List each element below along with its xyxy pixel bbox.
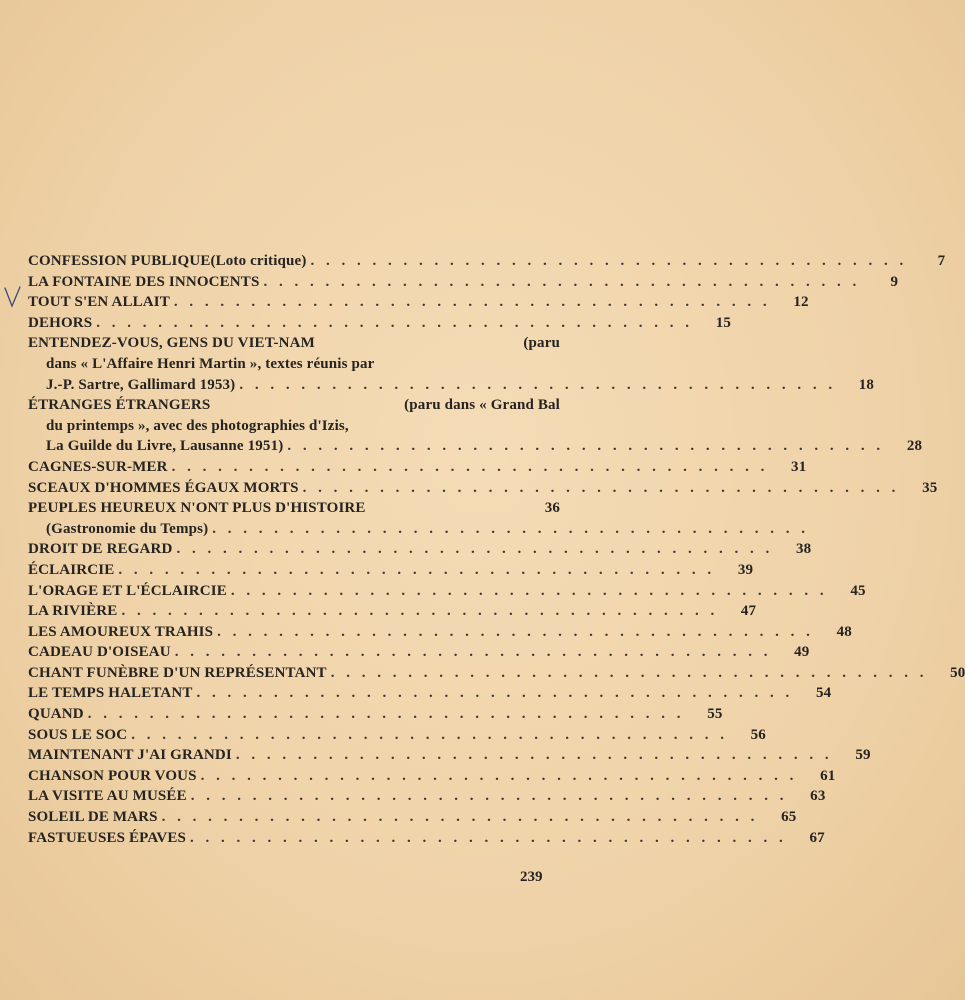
dot-leader: . . . . . . . . . . . . . . . . . . . . . . . . . . . . . . . . . . . . . . . (196, 685, 794, 702)
entry-title: FASTUEUSES ÉPAVES (28, 829, 187, 846)
entry-title: ÉTRANGES ÉTRANGERS (28, 397, 211, 414)
dot-leader: . . . . . . . . . . . . . . . . . . . . . . . . . . . . . . . . . . . . . . . (302, 479, 900, 496)
dot-leader: . . . . . . . . . . . . . . . . . . . . . . . . . . . . . . . . . . . . . . . (171, 458, 769, 475)
entry-note: du printemps », avec des photographies d'Izis, (46, 417, 349, 434)
entry-page-number: 36 (544, 500, 560, 517)
pencil-check-mark-icon (4, 286, 22, 308)
dot-leader: . . . . . . . . . . . . . . . . . . . . . . . . . . . . . . . . . . . . . . . (96, 314, 693, 331)
entry-title: SCEAUX D'HOMMES ÉGAUX MORTS (28, 479, 299, 496)
entry-title: LE TEMPS HALETANT (28, 685, 193, 702)
toc-entry (28, 807, 797, 828)
toc-entry (28, 478, 938, 499)
entry-title: DROIT DE REGARD (28, 541, 173, 558)
toc-entry (28, 725, 766, 746)
dot-leader: . . . . . . . . . . . . . . . . . . . . . . . . . . . . . . . . . . . . . . . (121, 603, 719, 620)
entry-page-number: 47 (740, 603, 757, 620)
entry-title: TOUT S'EN ALLAIT (28, 294, 170, 311)
dot-leader: . . . . . . . . . . . . . . . . . . . . . . . . . . . . . . . . . . . . . . . (174, 644, 772, 661)
entry-title: ENTENDEZ-VOUS, GENS DU VIET-NAM (28, 335, 315, 352)
toc-entry (28, 622, 852, 643)
entry-page-number: 59 (855, 747, 871, 764)
entry-title: SOLEIL DE MARS (28, 809, 158, 826)
dot-leader: . . . . . . . . . . . . . . . . . . . . . . . . . . . . . . . . . . . . . . . (173, 294, 771, 311)
entry-page-number: 18 (858, 376, 875, 393)
entry-title: CHANSON POUR VOUS (28, 767, 197, 784)
entry-note: dans « L'Affaire Henri Martin », textes réunis par (46, 355, 375, 372)
entry-page-number: 61 (820, 767, 836, 784)
entry-title: QUAND (28, 706, 84, 723)
entry-title: CHANT FUNÈBRE D'UN REPRÉSENTANT (28, 664, 327, 681)
dot-leader: . . . . . . . . . . . . . . . . . . . . . . . . . . . . . . . . . . . . . . . (190, 788, 788, 805)
toc-entry (28, 642, 810, 663)
entry-title: CADEAU D'OISEAU (28, 644, 171, 661)
toc-entry (28, 745, 871, 766)
entry-title: DEHORS (28, 314, 93, 331)
dot-leader: . . . . . . . . . . . . . . . . . . . . . . . . . . . . . . . . . . . . . . . (161, 809, 759, 826)
toc-entry (28, 395, 923, 457)
entry-title: SOUS LE SOC (28, 726, 128, 743)
dot-leader: . . . . . . . . . . . . . . . . . . . . . . . . . . . . . . . . . . . . . . . (330, 664, 928, 681)
entry-title: L'ORAGE ET L'ÉCLAIRCIE (28, 582, 227, 599)
toc-entry (28, 498, 809, 539)
entry-page-number: 12 (793, 294, 809, 311)
dot-leader: . . . . . . . . . . . . . . . . . . . . . . . . . . . . . . . . . . . . . . . (131, 726, 728, 743)
table-of-contents (28, 251, 965, 848)
toc-entry (28, 251, 946, 272)
entry-page-number: 45 (850, 582, 866, 599)
entry-note: La Guilde du Livre, Lausanne 1951) (46, 438, 284, 455)
entry-page-number: 31 (791, 458, 807, 475)
entry-subtitle: (Gastronomie du Temps) (46, 520, 209, 537)
toc-entry (28, 786, 826, 807)
entry-page-number: 49 (794, 644, 810, 661)
entry-title: CONFESSION PUBLIQUE (28, 253, 211, 269)
dot-leader: . . . . . . . . . . . . . . . . . . . . . . . . . . . . . . . . . . . . . . . (200, 767, 798, 784)
entry-page-number: 50 (950, 664, 965, 681)
toc-entry (28, 560, 754, 581)
entry-page-number: 28 (906, 438, 923, 455)
toc-entry (28, 457, 807, 478)
dot-leader: . . . . . . . . . . . . . . . . . . . . . . . . . . . . . . . . . . . . . . . (217, 623, 814, 640)
dot-leader: . . . . . . . . . . . . . . . . . . . . . . . . . . . . . . . . . . . . . . . (190, 829, 787, 846)
toc-entry (28, 828, 825, 849)
entry-page-number: 38 (795, 541, 812, 558)
entry-title: LA VISITE AU MUSÉE (28, 788, 187, 805)
entry-title: PEUPLES HEUREUX N'ONT PLUS D'HISTOIRE (28, 500, 366, 517)
toc-entry (28, 601, 757, 622)
toc-entry (28, 766, 836, 787)
toc-entry (28, 704, 723, 725)
entry-title: ÉCLAIRCIE (28, 561, 115, 578)
dot-leader: . . . . . . . . . . . . . . . . . . . . . . . . . . . . . . . . . . . . . . . (239, 376, 837, 393)
toc-entry (28, 539, 812, 560)
dot-leader: . . . . . . . . . . . . . . . . . . . . . . . . . . . . . . . . . . . . . . . (176, 541, 774, 558)
entry-page-number: 67 (809, 829, 825, 846)
toc-entry (28, 313, 731, 334)
entry-subtitle: (Loto critique) (210, 253, 307, 269)
dot-leader: . . . . . . . . . . . . . . . . . . . . . . . . . . . . . . . . . . . . . . . (310, 253, 908, 269)
entry-title: MAINTENANT J'AI GRANDI (28, 747, 232, 764)
dot-leader: . . . . . . . . . . . . . . . . . . . . . . . . . . . . . . . . . . . . . . . (212, 520, 809, 537)
entry-page-number: 39 (737, 561, 754, 578)
entry-page-number: 7 (937, 253, 946, 269)
dot-leader: . . . . . . . . . . . . . . . . . . . . . . . . . . . . . . . . . . . . . . . (87, 706, 685, 723)
entry-page-number: 65 (781, 809, 797, 826)
dot-leader: . . . . . . . . . . . . . . . . . . . . . . . . . . . . . . . . . . . . . . . (118, 561, 716, 578)
toc-entry (28, 581, 866, 602)
entry-subtitle: (paru (523, 335, 560, 352)
dot-leader: . . . . . . . . . . . . . . . . . . . . . . . . . . . . . . . . . . . . . . . (235, 747, 833, 764)
entry-page-number: 56 (750, 726, 766, 743)
entry-page-number: 48 (836, 623, 852, 640)
toc-entry (28, 663, 965, 684)
entry-page-number: 9 (890, 273, 899, 290)
entry-page-number: 63 (810, 788, 826, 805)
entry-note: J.-P. Sartre, Gallimard 1953) (46, 376, 236, 393)
dot-leader: . . . . . . . . . . . . . . . . . . . . . . . . . . . . . . . . . . . . . . . (287, 438, 885, 455)
entry-page-number: 35 (922, 479, 938, 496)
entry-subtitle: (paru dans « Grand Bal (404, 397, 560, 414)
entry-page-number: 55 (707, 706, 723, 723)
toc-entry (28, 683, 832, 704)
dot-leader: . . . . . . . . . . . . . . . . . . . . . . . . . . . . . . . . . . . . . . . (230, 582, 828, 599)
entry-page-number: 54 (815, 685, 832, 702)
entry-title: LA FONTAINE DES INNOCENTS (28, 273, 260, 290)
entry-title: LA RIVIÈRE (28, 603, 118, 620)
entry-page-number: 15 (715, 314, 731, 331)
toc-entry (28, 292, 809, 313)
page-number: 239 (520, 869, 543, 885)
toc-entry (28, 333, 875, 395)
entry-title: LES AMOUREUX TRAHIS (28, 623, 214, 640)
entry-title: CAGNES-SUR-MER (28, 458, 168, 475)
toc-entry (28, 272, 899, 293)
dot-leader: . . . . . . . . . . . . . . . . . . . . . . . . . . . . . . . . . . . . . . . (263, 273, 861, 290)
